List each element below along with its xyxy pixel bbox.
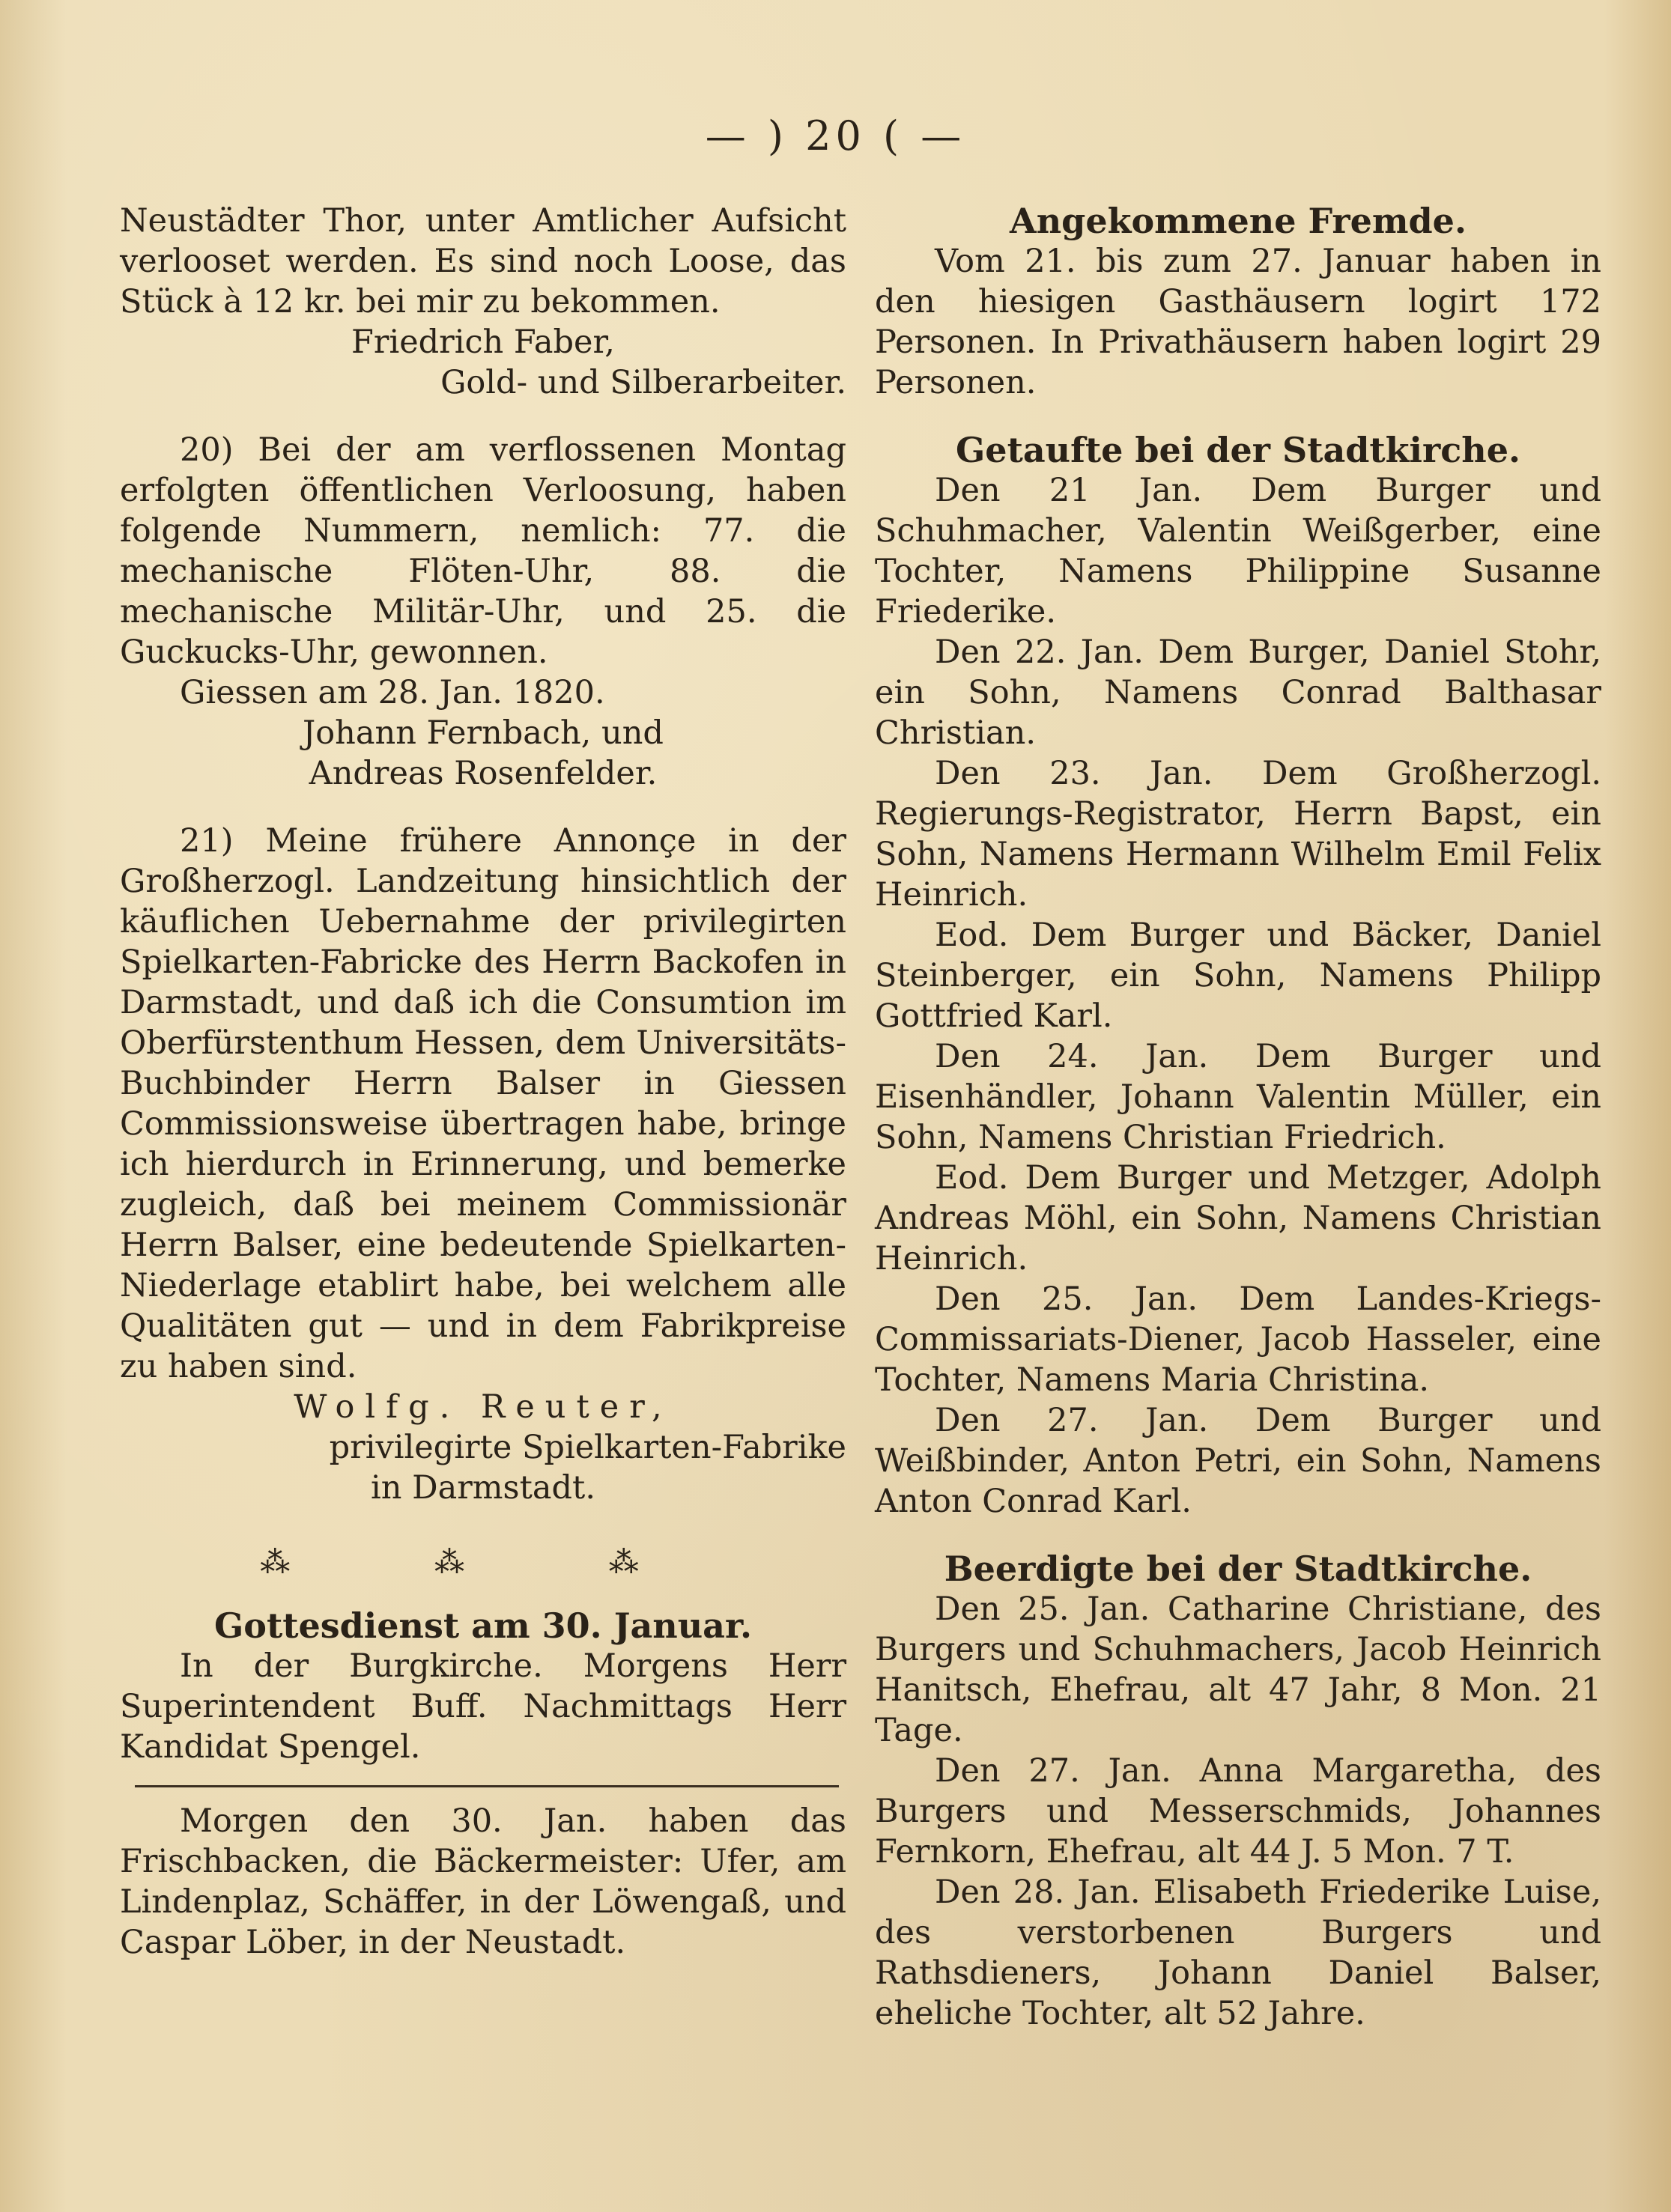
baptism-entry: Eod. Dem Burger und Metzger, Adolph Andreas Möhl, ein Sohn, Namens Christian Heinrich. bbox=[875, 1159, 1601, 1277]
bakers-text: Morgen den 30. Jan. haben das Frischbacken, die Bäckermeister: Ufer, am Lindenplaz, Schäffer, in der Löwengaß, und Caspar Löber, in der Neustadt. bbox=[120, 1802, 846, 1961]
section-divider bbox=[135, 1785, 839, 1787]
notice-19-signature-title: Gold- und Silberarbeiter. bbox=[440, 364, 846, 401]
notice-20-signature-line2: Andreas Rosenfelder. bbox=[309, 755, 658, 792]
burials-heading: Beerdigte bei der Stadtkirche. bbox=[944, 1549, 1532, 1589]
baptism-entry: Den 23. Jan. Dem Großherzogl. Regierungs-Registrator, Herrn Bapst, ein Sohn, Namens Hermann Wilhelm Emil Felix Heinrich. bbox=[875, 755, 1601, 914]
service-heading: Gottesdienst am 30. Januar. bbox=[214, 1605, 752, 1646]
notice-19-signature-name: Friedrich Faber, bbox=[351, 323, 615, 361]
baptism-entry: Den 21 Jan. Dem Burger und Schuhmacher, Valentin Weißgerber, eine Tochter, Namens Philippine Susanne Friederike. bbox=[875, 472, 1601, 631]
arrivals-heading: Angekommene Fremde. bbox=[1010, 201, 1467, 241]
baptisms-heading: Getaufte bei der Stadtkirche. bbox=[956, 430, 1520, 470]
notice-19-text: Neustädter Thor, unter Amtlicher Aufsicht verlooset werden. Es sind noch Loose, das Stück à 12 kr. bei mir zu bekommen. bbox=[120, 202, 846, 320]
baptism-entry: Den 27. Jan. Dem Burger und Weißbinder, Anton Petri, ein Sohn, Namens Anton Conrad Karl. bbox=[875, 1402, 1601, 1520]
page-number: — ) 20 ( — bbox=[705, 112, 966, 159]
burial-entry: Den 27. Jan. Anna Margaretha, des Burgers und Messerschmids, Johannes Fernkorn, Ehefrau, alt 44 J. 5 Mon. 7 T. bbox=[875, 1752, 1601, 1871]
decorative-stars: ⁂ ⁂ ⁂ bbox=[260, 1546, 706, 1580]
notice-21-signature-line2: privilegirte Spielkarten-Fabrike bbox=[329, 1429, 846, 1466]
left-column bbox=[120, 201, 846, 1963]
burial-entry: Den 28. Jan. Elisabeth Friederike Luise, des verstorbenen Burgers und Rathsdieners, Johann Daniel Balser, eheliche Tochter, alt 52 Jahre. bbox=[875, 1874, 1601, 2032]
notice-20-signature-line1: Johann Fernbach, und bbox=[303, 714, 664, 752]
baptism-entry: Den 22. Jan. Dem Burger, Daniel Stohr, ein Sohn, Namens Conrad Balthasar Christian. bbox=[875, 633, 1601, 752]
burial-entry: Den 25. Jan. Catharine Christiane, des Burgers und Schuhmachers, Jacob Heinrich Hanitsch, Ehefrau, alt 47 Jahr, 8 Mon. 21 Tage. bbox=[875, 1590, 1601, 1749]
baptism-entry: Eod. Dem Burger und Bäcker, Daniel Steinberger, ein Sohn, Namens Philipp Gottfried Karl. bbox=[875, 917, 1601, 1035]
notice-21-text: 21) Meine frühere Annonçe in der Großherzogl. Landzeitung hinsichtlich der käuflichen Uebernahme der privilegirten Spielkarten-Fabricke des Herrn Backofen in Darmstadt, und daß ich die Consumtion im Oberfürstenthum Hessen, dem Universitäts-Buchbinder Herrn Balser in Giessen Commissionsweise übertragen habe, bringe ich hierdurch in Erinnerung, und bemerke zugleich, daß bei meinem Commissionär Herrn Balser, eine bedeutende Spielkarten-Niederlage etablirt habe, bei welchem alle Qualitäten gut — und in dem Fabrikpreise zu haben sind. bbox=[120, 822, 846, 1385]
notice-20-place-date: Giessen am 28. Jan. 1820. bbox=[180, 674, 605, 711]
right-column bbox=[875, 201, 1601, 2034]
notice-20-text: 20) Bei der am verflossenen Montag erfolgten öffentlichen Verloosung, haben folgende Nummern, nemlich: 77. die mechanische Flöten-Uhr, 88. die mechanische Militär-Uhr, und 25. die Guckucks-Uhr, gewonnen. bbox=[120, 431, 846, 671]
notice-21-signature-line3: in Darmstadt. bbox=[370, 1469, 595, 1507]
arrivals-text: Vom 21. bis zum 27. Januar haben in den hiesigen Gasthäusern logirt 172 Personen. In Privathäusern haben logirt 29 Personen. bbox=[875, 243, 1601, 401]
notice-21-signature-name: Wolfg. Reuter, bbox=[294, 1388, 673, 1426]
baptism-entry: Den 25. Jan. Dem Landes-Kriegs-Commissariats-Diener, Jacob Hasseler, eine Tochter, Namens Maria Christina. bbox=[875, 1280, 1601, 1399]
service-text: In der Burgkirche. Morgens Herr Superintendent Buff. Nachmittags Herr Kandidat Spengel. bbox=[120, 1647, 846, 1766]
baptism-entry: Den 24. Jan. Dem Burger und Eisenhändler, Johann Valentin Müller, ein Sohn, Namens Christian Friedrich. bbox=[875, 1038, 1601, 1156]
